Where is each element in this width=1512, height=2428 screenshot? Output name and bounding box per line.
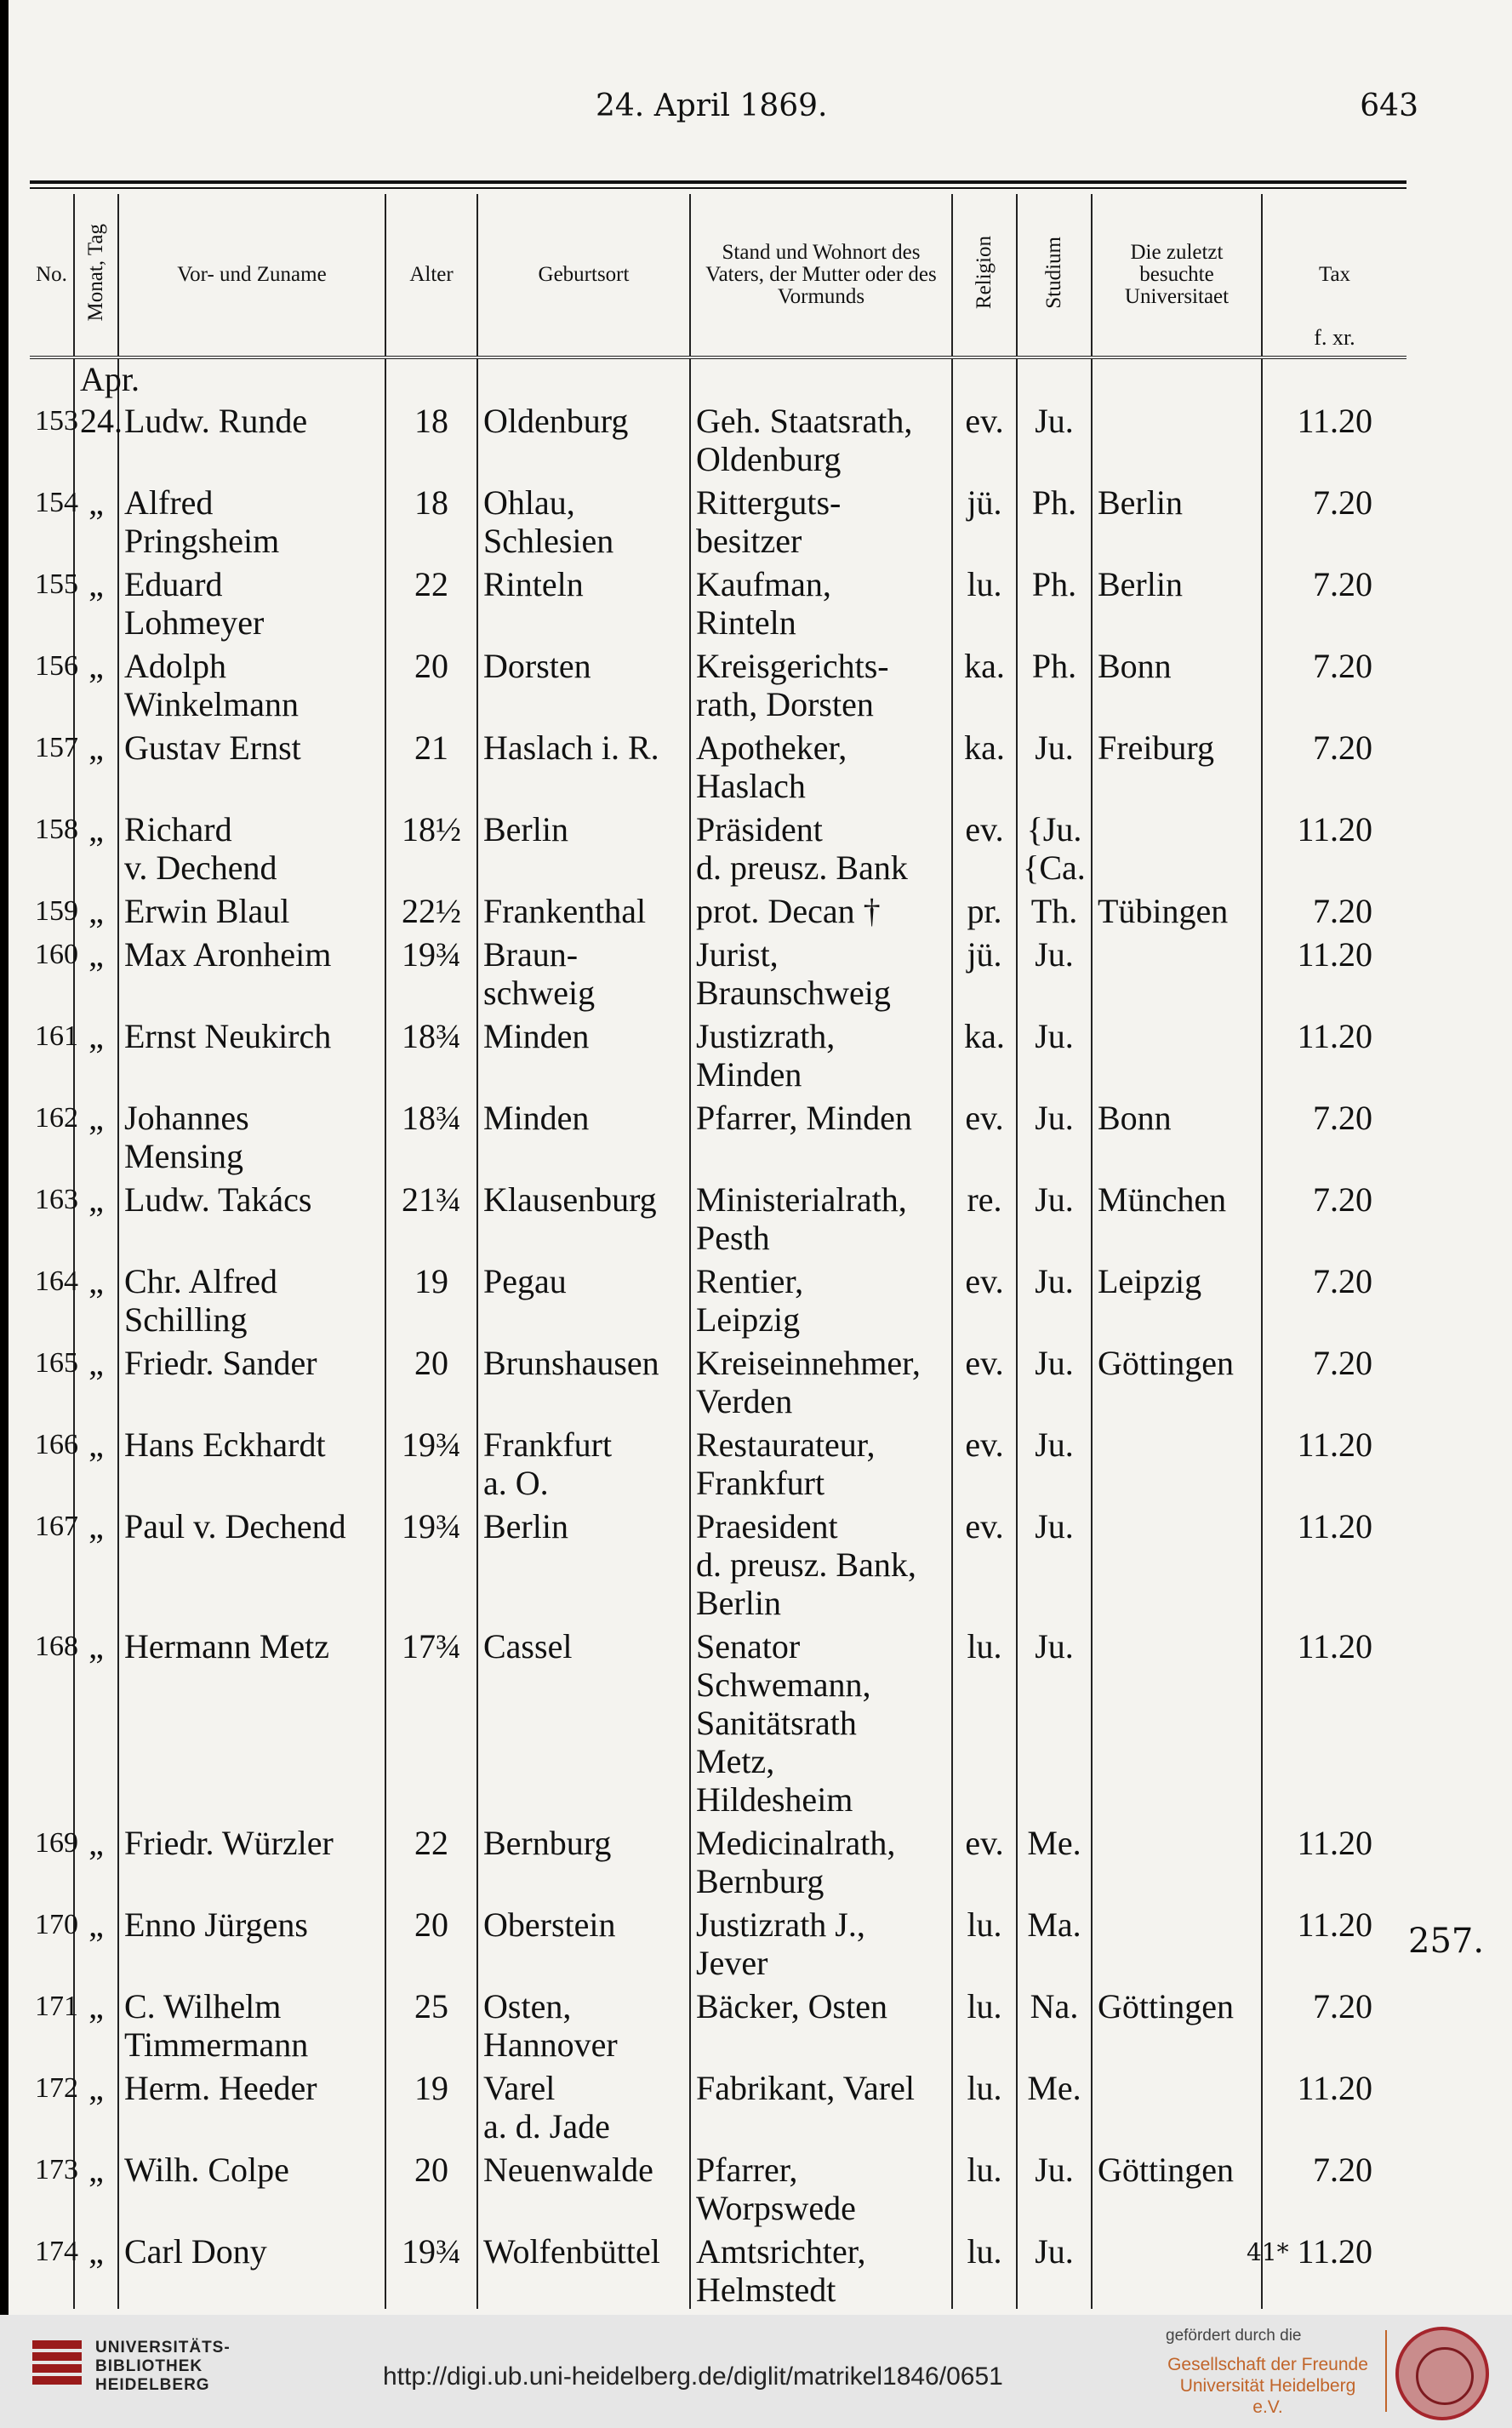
entry-study: Ju. xyxy=(1017,1622,1092,1819)
entry-university: Berlin xyxy=(1092,560,1262,642)
table-row xyxy=(30,1502,1406,1622)
col-name: Vor- und Zuname xyxy=(118,194,385,357)
entry-number: 162 xyxy=(35,1102,78,1134)
entry-tax: 7.20 xyxy=(1262,1257,1406,1339)
entry-birthplace: Wolfenbüttel xyxy=(477,2227,690,2309)
entry-day: „ xyxy=(74,1420,118,1502)
entry-religion: ev. xyxy=(952,1339,1017,1420)
entry-university: Tübingen xyxy=(1092,887,1262,930)
entry-university: Bonn xyxy=(1092,1094,1262,1175)
entry-name: C. Wilhelm Timmermann xyxy=(118,1982,385,2064)
entry-university: Bonn xyxy=(1092,642,1262,723)
entry-number: 165 xyxy=(35,1347,78,1379)
entry-name: Adolph Winkelmann xyxy=(118,642,385,723)
header-rule-thick xyxy=(30,180,1406,184)
entry-study: Ju. xyxy=(1017,723,1092,805)
entry-tax: 7.20 xyxy=(1262,642,1406,723)
entry-age: 20 xyxy=(385,2145,477,2227)
entry-religion: ev. xyxy=(952,1257,1017,1339)
entry-birthplace: Minden xyxy=(477,1012,690,1094)
entry-religion: jü. xyxy=(952,478,1017,560)
entry-tax: 7.20 xyxy=(1262,723,1406,805)
table-row xyxy=(30,1339,1406,1420)
entry-number: 171 xyxy=(35,1991,78,2022)
entry-university: Göttingen xyxy=(1092,2145,1262,2227)
entry-religion: jü. xyxy=(952,930,1017,1012)
entry-day: „ xyxy=(74,1257,118,1339)
entry-day: „ xyxy=(74,1982,118,2064)
entry-tax: 11.20 xyxy=(1262,1900,1406,1982)
entry-name: Gustav Ernst xyxy=(118,723,385,805)
entry-name: Herm. Heeder xyxy=(118,2064,385,2145)
table-row xyxy=(30,1622,1406,1819)
entry-age: 19 xyxy=(385,2064,477,2145)
entry-tax: 11.20 xyxy=(1262,1819,1406,1900)
entry-age: 18¾ xyxy=(385,1012,477,1094)
entry-religion: ev. xyxy=(952,1819,1017,1900)
entry-father: Fabrikant, Varel xyxy=(690,2064,952,2145)
entry-name: Max Aronheim xyxy=(118,930,385,1012)
entry-tax: 11.20 xyxy=(1262,2227,1406,2309)
entry-father: Geh. Staatsrath, Oldenburg xyxy=(690,397,952,478)
entry-day: „ xyxy=(74,2145,118,2227)
entry-study: Th. xyxy=(1017,887,1092,930)
col-tax xyxy=(1262,194,1406,357)
table-row xyxy=(30,1819,1406,1900)
entry-birthplace: Frankfurt a. O. xyxy=(477,1420,690,1502)
entry-day: „ xyxy=(74,1339,118,1420)
entry-religion: ev. xyxy=(952,805,1017,887)
table-row xyxy=(30,930,1406,1012)
entry-religion: ka. xyxy=(952,723,1017,805)
entry-age: 21 xyxy=(385,723,477,805)
entry-university: Leipzig xyxy=(1092,1257,1262,1339)
entry-religion: ev. xyxy=(952,1094,1017,1175)
scan-edge xyxy=(0,0,9,2315)
col-month-day-label: Monat, Tag xyxy=(84,223,107,322)
entry-birthplace: Cassel xyxy=(477,1622,690,1819)
entry-religion: lu. xyxy=(952,1982,1017,2064)
col-father: Stand und Wohnort des Vaters, der Mutter oder des Vormunds xyxy=(690,194,952,357)
entry-number: 168 xyxy=(35,1631,78,1662)
entry-tax: 7.20 xyxy=(1262,1339,1406,1420)
entry-father: Justizrath J., Jever xyxy=(690,1900,952,1982)
entry-tax: 11.20 xyxy=(1262,1502,1406,1622)
table-row xyxy=(30,1175,1406,1257)
entry-father: Bäcker, Osten xyxy=(690,1982,952,2064)
entry-number: 154 xyxy=(35,487,78,518)
entry-university: Freiburg xyxy=(1092,723,1262,805)
table-row xyxy=(30,887,1406,930)
entry-name: Johannes Mensing xyxy=(118,1094,385,1175)
entry-tax: 11.20 xyxy=(1262,397,1406,478)
entry-day: „ xyxy=(74,1819,118,1900)
society-line-2: Universität Heidelberg e.V. xyxy=(1179,2376,1356,2417)
entry-age: 22½ xyxy=(385,887,477,930)
entry-birthplace: Berlin xyxy=(477,1502,690,1622)
entry-father: Praesident d. preusz. Bank, Berlin xyxy=(690,1502,952,1622)
entry-age: 19¾ xyxy=(385,930,477,1012)
col-study-label: Studium xyxy=(1042,236,1065,309)
entry-name: Chr. Alfred Schilling xyxy=(118,1257,385,1339)
entry-tax: 7.20 xyxy=(1262,1982,1406,2064)
entry-university xyxy=(1092,1420,1262,1502)
entry-father: Jurist, Braunschweig xyxy=(690,930,952,1012)
entry-tax: 11.20 xyxy=(1262,805,1406,887)
entry-study: Ph. xyxy=(1017,560,1092,642)
col-age: Alter xyxy=(385,194,477,357)
entry-age: 17¾ xyxy=(385,1622,477,1819)
table-row xyxy=(30,478,1406,560)
col-month-day xyxy=(74,194,118,357)
entry-birthplace: Bernburg xyxy=(477,1819,690,1900)
entry-name: Carl Dony xyxy=(118,2227,385,2309)
entry-study: Me. xyxy=(1017,2064,1092,2145)
entry-birthplace: Pegau xyxy=(477,1257,690,1339)
entry-tax: 11.20 xyxy=(1262,1622,1406,1819)
entry-birthplace: Neuenwalde xyxy=(477,2145,690,2227)
entry-university xyxy=(1092,2227,1262,2309)
entry-number: 163 xyxy=(35,1184,78,1215)
entry-day: „ xyxy=(74,1012,118,1094)
entry-day: „ xyxy=(74,560,118,642)
entry-study: Ju. xyxy=(1017,1094,1092,1175)
col-religion-label: Religion xyxy=(973,235,996,310)
table-row xyxy=(30,2145,1406,2227)
entry-religion: re. xyxy=(952,1175,1017,1257)
header-rule-thin xyxy=(30,187,1406,189)
entry-religion: ev. xyxy=(952,1502,1017,1622)
permalink[interactable]: http://digi.ub.uni-heidelberg.de/diglit/matrikel1846/0651 xyxy=(383,2362,1003,2391)
entry-religion: lu. xyxy=(952,2064,1017,2145)
library-line-1: UNIVERSITÄTS- xyxy=(95,2339,231,2357)
entry-number: 156 xyxy=(35,650,78,682)
entry-tax: 11.20 xyxy=(1262,1420,1406,1502)
table-header-row xyxy=(30,194,1406,357)
table-row xyxy=(30,1012,1406,1094)
entry-university: München xyxy=(1092,1175,1262,1257)
entry-day: „ xyxy=(74,887,118,930)
entry-birthplace: Braun- schweig xyxy=(477,930,690,1012)
entry-tax: 7.20 xyxy=(1262,1094,1406,1175)
table-row xyxy=(30,805,1406,887)
entry-tax: 7.20 xyxy=(1262,1175,1406,1257)
entry-tax: 7.20 xyxy=(1262,2145,1406,2227)
entry-father: Rentier, Leipzig xyxy=(690,1257,952,1339)
table-row xyxy=(30,642,1406,723)
entry-university xyxy=(1092,805,1262,887)
entry-father: Medicinalrath, Bernburg xyxy=(690,1819,952,1900)
entry-birthplace: Haslach i. R. xyxy=(477,723,690,805)
entry-study: Ju. xyxy=(1017,1502,1092,1622)
entry-number: 161 xyxy=(35,1020,78,1052)
entry-day: „ xyxy=(74,642,118,723)
entry-father: Justizrath, Minden xyxy=(690,1012,952,1094)
entry-father: Kaufman, Rinteln xyxy=(690,560,952,642)
entry-day: „ xyxy=(74,1175,118,1257)
entry-age: 21¾ xyxy=(385,1175,477,1257)
entry-age: 19¾ xyxy=(385,2227,477,2309)
entry-name: Friedr. Sander xyxy=(118,1339,385,1420)
entry-number: 158 xyxy=(35,814,78,845)
table-row xyxy=(30,2064,1406,2145)
table-row xyxy=(30,397,1406,478)
entry-name: Erwin Blaul xyxy=(118,887,385,930)
table-row xyxy=(30,1257,1406,1339)
entry-university xyxy=(1092,397,1262,478)
entry-age: 19¾ xyxy=(385,1420,477,1502)
entry-day: „ xyxy=(74,1094,118,1175)
entry-birthplace: Minden xyxy=(477,1094,690,1175)
entry-father: Präsident d. preusz. Bank xyxy=(690,805,952,887)
entry-number: 153 xyxy=(35,405,78,437)
month-row xyxy=(30,357,1406,397)
entry-number: 169 xyxy=(35,1827,78,1859)
header-date: 24. April 1869. xyxy=(596,89,828,123)
entry-university xyxy=(1092,930,1262,1012)
entry-number: 173 xyxy=(35,2154,78,2185)
entry-father: Pfarrer, Worpswede xyxy=(690,2145,952,2227)
entry-name: Eduard Lohmeyer xyxy=(118,560,385,642)
page-number: 643 xyxy=(1360,89,1418,123)
entry-age: 19 xyxy=(385,1257,477,1339)
entry-day: „ xyxy=(74,2064,118,2145)
entry-age: 19¾ xyxy=(385,1502,477,1622)
footer-divider xyxy=(1385,2330,1387,2412)
col-tax-label: Tax xyxy=(1318,263,1351,286)
signature-mark: 41* xyxy=(1247,2238,1289,2266)
table-row xyxy=(30,2227,1406,2309)
entry-father: Restaurateur, Frankfurt xyxy=(690,1420,952,1502)
entry-birthplace: Oberstein xyxy=(477,1900,690,1982)
entry-religion: ka. xyxy=(952,642,1017,723)
entry-tax: 7.20 xyxy=(1262,887,1406,930)
entry-religion: ev. xyxy=(952,397,1017,478)
entry-name: Alfred Pringsheim xyxy=(118,478,385,560)
entry-religion: ka. xyxy=(952,1012,1017,1094)
library-logo-icon xyxy=(32,2337,82,2398)
entry-number: 164 xyxy=(35,1265,78,1297)
entry-name: Ludw. Runde xyxy=(118,397,385,478)
entry-name: Ernst Neukirch xyxy=(118,1012,385,1094)
entry-name: Hans Eckhardt xyxy=(118,1420,385,1502)
entry-day: „ xyxy=(74,723,118,805)
entry-father: Senator Schwemann, Sanitätsrath Metz, Hildesheim xyxy=(690,1622,952,1819)
entry-father: prot. Decan † xyxy=(690,887,952,930)
entry-university: Göttingen xyxy=(1092,1982,1262,2064)
entry-father: Kreiseinnehmer, Verden xyxy=(690,1339,952,1420)
entry-name: Wilh. Colpe xyxy=(118,2145,385,2227)
entry-university xyxy=(1092,2064,1262,2145)
entry-name: Richard v. Dechend xyxy=(118,805,385,887)
society-line-1: Gesellschaft der Freunde xyxy=(1167,2355,1368,2374)
entry-age: 20 xyxy=(385,1339,477,1420)
entry-number: 157 xyxy=(35,732,78,763)
margin-note: 257. xyxy=(1408,1922,1485,1961)
entry-father: Pfarrer, Minden xyxy=(690,1094,952,1175)
entry-age: 18¾ xyxy=(385,1094,477,1175)
entry-tax: 7.20 xyxy=(1262,478,1406,560)
library-line-3: HEIDELBERG xyxy=(95,2376,210,2394)
entry-university xyxy=(1092,1502,1262,1622)
entry-day: „ xyxy=(74,2227,118,2309)
entry-number: 166 xyxy=(35,1429,78,1460)
entry-study: Ju. xyxy=(1017,1339,1092,1420)
entry-age: 25 xyxy=(385,1982,477,2064)
col-study xyxy=(1017,194,1092,357)
entry-father: Apotheker, Haslach xyxy=(690,723,952,805)
entry-study: Ju. xyxy=(1017,1257,1092,1339)
funded-by-text: gefördert durch die xyxy=(1166,2327,1302,2345)
library-name xyxy=(95,2339,231,2395)
entry-religion: pr. xyxy=(952,887,1017,930)
col-tax-unit: f. xr. xyxy=(1314,325,1355,350)
col-university: Die zuletzt besuchte Universitaet xyxy=(1092,194,1262,357)
table-row xyxy=(30,1900,1406,1982)
entry-age: 20 xyxy=(385,1900,477,1982)
entry-day: „ xyxy=(74,805,118,887)
entry-name: Hermann Metz xyxy=(118,1622,385,1819)
entry-study: Na. xyxy=(1017,1982,1092,2064)
entry-religion: lu. xyxy=(952,1900,1017,1982)
entry-birthplace: Dorsten xyxy=(477,642,690,723)
entry-number: 160 xyxy=(35,939,78,970)
entry-university: Göttingen xyxy=(1092,1339,1262,1420)
entry-religion: lu. xyxy=(952,2227,1017,2309)
entry-age: 18½ xyxy=(385,805,477,887)
entry-birthplace: Berlin xyxy=(477,805,690,887)
entry-age: 20 xyxy=(385,642,477,723)
entry-birthplace: Frankenthal xyxy=(477,887,690,930)
entry-day: „ xyxy=(74,1622,118,1819)
entry-birthplace: Rinteln xyxy=(477,560,690,642)
entry-study: Ph. xyxy=(1017,642,1092,723)
month-label: Apr. xyxy=(74,357,118,397)
entry-name: Ludw. Takács xyxy=(118,1175,385,1257)
entry-study: Me. xyxy=(1017,1819,1092,1900)
entry-birthplace: Oldenburg xyxy=(477,397,690,478)
entry-birthplace: Brunshausen xyxy=(477,1339,690,1420)
entry-university xyxy=(1092,1900,1262,1982)
entry-religion: lu. xyxy=(952,1622,1017,1819)
col-religion xyxy=(952,194,1017,357)
entry-day: „ xyxy=(74,1502,118,1622)
table-row xyxy=(30,723,1406,805)
entry-number: 167 xyxy=(35,1511,78,1542)
entry-religion: lu. xyxy=(952,2145,1017,2227)
col-no: No. xyxy=(30,194,74,357)
entry-study: {Ju. {Ca. xyxy=(1017,805,1092,887)
entry-religion: ev. xyxy=(952,1420,1017,1502)
running-header xyxy=(0,82,1512,133)
entry-father: Ministerialrath, Pesth xyxy=(690,1175,952,1257)
entry-university: Berlin xyxy=(1092,478,1262,560)
entry-number: 170 xyxy=(35,1909,78,1940)
entry-day: 24. xyxy=(74,397,118,478)
entry-study: Ju. xyxy=(1017,1012,1092,1094)
entry-university xyxy=(1092,1622,1262,1819)
library-footer xyxy=(0,2315,1512,2428)
entry-tax: 11.20 xyxy=(1262,1012,1406,1094)
entry-father: Amtsrichter, Helmstedt xyxy=(690,2227,952,2309)
entry-university xyxy=(1092,1012,1262,1094)
table-row xyxy=(30,1982,1406,2064)
university-seal-icon xyxy=(1395,2327,1489,2420)
society-name xyxy=(1166,2354,1370,2418)
entry-study: Ju. xyxy=(1017,1420,1092,1502)
matriculation-table xyxy=(30,194,1406,2309)
entry-age: 18 xyxy=(385,478,477,560)
entry-father: Ritterguts- besitzer xyxy=(690,478,952,560)
entry-number: 159 xyxy=(35,895,78,927)
entry-name: Enno Jürgens xyxy=(118,1900,385,1982)
entry-tax: 7.20 xyxy=(1262,560,1406,642)
entry-study: Ju. xyxy=(1017,1175,1092,1257)
entry-study: Ju. xyxy=(1017,2227,1092,2309)
entry-age: 18 xyxy=(385,397,477,478)
entry-number: 155 xyxy=(35,568,78,600)
entry-study: Ju. xyxy=(1017,397,1092,478)
entry-study: Ma. xyxy=(1017,1900,1092,1982)
entry-tax: 11.20 xyxy=(1262,2064,1406,2145)
entry-name: Paul v. Dechend xyxy=(118,1502,385,1622)
table-row xyxy=(30,1094,1406,1175)
col-birthplace: Geburtsort xyxy=(477,194,690,357)
entry-number: 172 xyxy=(35,2072,78,2104)
entry-age: 22 xyxy=(385,1819,477,1900)
table-row xyxy=(30,1420,1406,1502)
entry-day: „ xyxy=(74,930,118,1012)
entry-tax: 11.20 xyxy=(1262,930,1406,1012)
library-line-2: BIBLIOTHEK xyxy=(95,2357,203,2375)
entry-name: Friedr. Würzler xyxy=(118,1819,385,1900)
entry-birthplace: Ohlau, Schlesien xyxy=(477,478,690,560)
entry-number: 174 xyxy=(35,2236,78,2267)
entry-day: „ xyxy=(74,478,118,560)
entry-birthplace: Varel a. d. Jade xyxy=(477,2064,690,2145)
entry-religion: lu. xyxy=(952,560,1017,642)
entry-birthplace: Klausenburg xyxy=(477,1175,690,1257)
entry-birthplace: Osten, Hannover xyxy=(477,1982,690,2064)
entry-study: Ju. xyxy=(1017,930,1092,1012)
entry-father: Kreisgerichts- rath, Dorsten xyxy=(690,642,952,723)
entry-study: Ju. xyxy=(1017,2145,1092,2227)
entry-university xyxy=(1092,1819,1262,1900)
entry-age: 22 xyxy=(385,560,477,642)
entry-study: Ph. xyxy=(1017,478,1092,560)
entry-day: „ xyxy=(74,1900,118,1982)
table-row xyxy=(30,560,1406,642)
